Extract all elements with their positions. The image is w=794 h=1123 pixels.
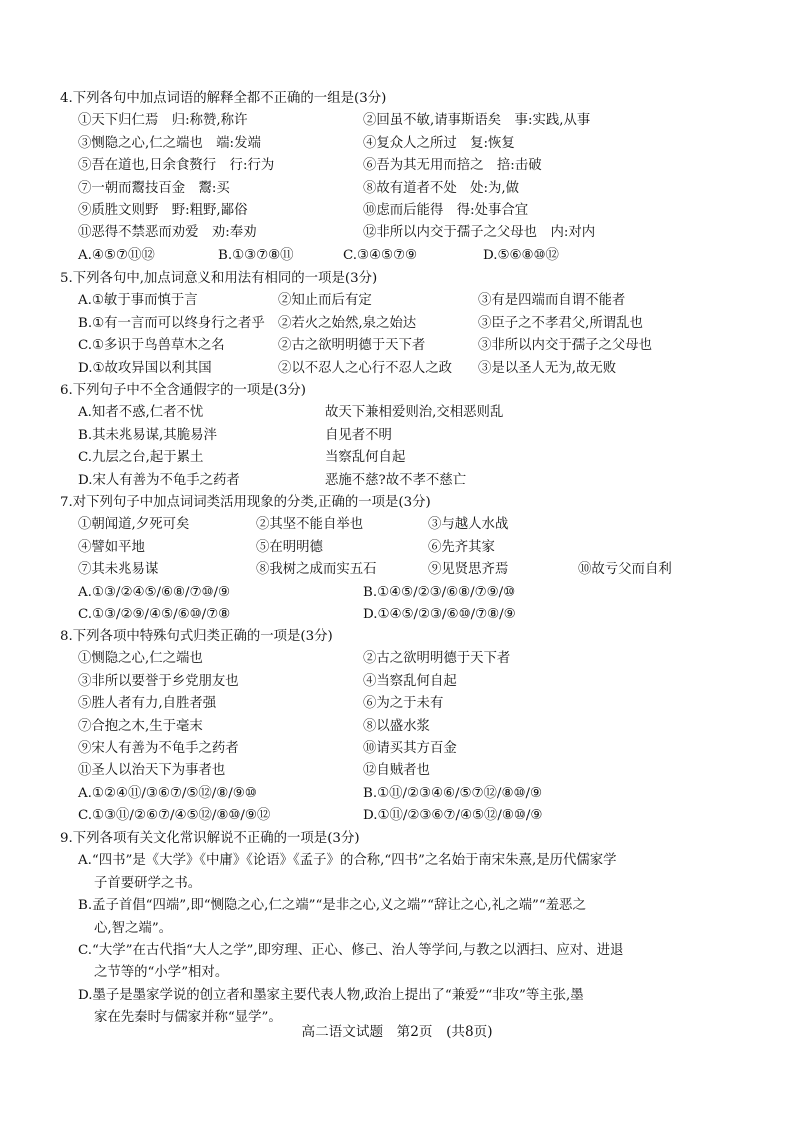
item: ⑥先齐其家 (428, 539, 495, 555)
question-stem: 4.下列各句中加点词语的解释全都不正确的一组是(3分) (60, 91, 387, 106)
question-stem: 9.下列各项有关文化常识解说不正确的一项是(3分) (60, 831, 360, 846)
option-line: 之节等的“小学”相对。 (94, 965, 229, 981)
option-line: B.孟子首倡“四端”,即“恻隐之心,仁之端”“是非之心,义之端”“辞让之心,礼之端”“羞恶之 (78, 898, 586, 914)
item: 当察乱何自起 (325, 450, 406, 466)
option-line: D.墨子是墨家学说的创立者和墨家主要代表人物,政治上提出了“兼爱”“非攻”等主张,墨 (78, 987, 584, 1003)
item: ②其坚不能自举也 (256, 517, 364, 533)
item: ⑫自贼者也 (363, 763, 430, 779)
option-d: D.①④⑤/②③/⑥⑩/⑦⑧/⑨ (363, 607, 516, 623)
item: ②古之欲明明德于天下者 (278, 338, 426, 354)
option-b: B.①③⑦⑧⑪ (218, 247, 294, 263)
item: ⑧以盛水浆 (363, 718, 430, 734)
option-d: D.⑤⑥⑧⑩⑫ (483, 247, 559, 263)
question-stem: 7.对下列句子中加点词词类活用现象的分类,正确的一项是(3分) (60, 495, 431, 510)
question-stem: 8.下列各项中特殊句式归类正确的一项是(3分) (60, 629, 333, 644)
item: B.①有一言而可以终身行之者乎 (78, 315, 265, 331)
item: ③有是四端而自谓不能者 (478, 293, 626, 309)
item: ⑩虑而后能得 得:处事合宜 (363, 203, 529, 219)
item: B.其未兆易谋,其脆易泮 (78, 427, 217, 443)
item: ⑧我树之成而实五石 (256, 562, 377, 578)
option-line: A.“四书”是《大学》《中庸》《论语》《孟子》的合称,“四书”之名始于南宋朱熹,是历代儒家学 (78, 853, 617, 869)
option-line: 心,智之端”。 (94, 920, 173, 936)
item: ③非所以内交于孺子之父母也 (478, 338, 653, 354)
item: ⑨宋人有善为不龟手之药者 (78, 741, 239, 757)
item: ⑤吾在道也,日余食赘行 行:行为 (78, 158, 275, 174)
option-a: A.④⑤⑦⑪⑫ (78, 247, 155, 263)
item: 恶施不慈?故不孝不慈亡 (325, 472, 467, 488)
item: ③非所以要誉于乡党朋友也 (78, 673, 239, 689)
item: ③与越人水战 (428, 517, 509, 533)
question-stem: 6.下列句子中不全含通假字的一项是(3分) (60, 383, 306, 398)
option-d: D.①⑪/②③⑥⑦/④⑤⑫/⑧⑩/⑨ (363, 808, 543, 824)
item: ⑨见贤思齐焉 (428, 562, 509, 578)
option-line: 家在先秦时与儒家并称“显学”。 (94, 1010, 282, 1026)
item: ⑧故有道者不处 处:为,做 (363, 180, 520, 196)
item: ②知止而后有定 (278, 293, 372, 309)
page-footer: 高二语文试题 第2页 (共8页) (301, 1024, 493, 1040)
question-6 (60, 380, 750, 492)
item: ⑤胜人者有力,自胜者强 (78, 696, 217, 712)
answer-options (60, 245, 750, 267)
item: ①天下归仁焉 归:称赞,称许 (78, 113, 248, 129)
question-5 (60, 268, 750, 380)
question-4 (60, 88, 750, 267)
item: ⑥吾为其无用而掊之 掊:击破 (363, 158, 542, 174)
item: ②回虽不敏,请事斯语矣 事:实践,从事 (363, 113, 591, 129)
option-a (60, 850, 750, 895)
item: ⑪恶得不禁恶而劝爱 劝:奉劝 (78, 225, 257, 241)
answer-options (60, 783, 750, 828)
item: ⑪圣人以治天下为事者也 (78, 763, 226, 779)
item-grid (60, 110, 750, 244)
item: ④譬如平地 (78, 539, 145, 555)
item: ⑨质胜文则野 野:粗野,鄙俗 (78, 203, 248, 219)
question-7 (60, 492, 750, 626)
question-8 (60, 626, 750, 828)
item: ⑦合抱之木,生于毫末 (78, 718, 203, 734)
item: ⑩请买其方百金 (363, 741, 457, 757)
item: D.①故攻异国以利其国 (78, 360, 212, 376)
item: C.九层之台,起于累土 (78, 450, 204, 466)
option-b: B.①④⑤/②③/⑥⑧/⑦⑨/⑩ (363, 584, 516, 600)
item: ⑦一朝而鬻技百金 鬻:买 (78, 180, 230, 196)
question-9 (60, 828, 750, 1030)
option-line: C.“大学”在古代指“大人之学”,即穷理、正心、修己、治人等学问,与教之以洒扫、应对、进退 (78, 943, 624, 959)
item: ②古之欲明明德于天下者 (363, 651, 511, 667)
question-stem: 5.下列各句中,加点词意义和用法有相同的一项是(3分) (60, 271, 378, 286)
item: A.①敏于事而慎于言 (78, 293, 198, 309)
item: 故天下兼相爱则治,交相恶则乱 (325, 405, 504, 421)
option-grid (60, 402, 750, 492)
option-grid (60, 290, 750, 380)
item: ③臣子之不孝君父,所谓乱也 (478, 315, 643, 331)
item: C.①多识于鸟兽草木之名 (78, 338, 225, 354)
option-c (60, 940, 750, 985)
item: ①朝闻道,夕死可矣 (78, 517, 190, 533)
item: ⑩故亏父而自利 (578, 562, 672, 578)
item-grid (60, 648, 750, 782)
item: ④当察乱何自起 (363, 673, 457, 689)
item: D.宋人有善为不龟手之药者 (78, 472, 240, 488)
item: ⑤在明明德 (256, 539, 323, 555)
item: ④复众人之所过 复:恢复 (363, 135, 515, 151)
option-b (60, 895, 750, 940)
item: ①恻隐之心,仁之端也 (78, 651, 203, 667)
option-c: C.①③⑪/②⑥⑦/④⑤⑫/⑧⑩/⑨⑫ (78, 808, 271, 824)
item-grid (60, 514, 750, 581)
option-c: C.③④⑤⑦⑨ (343, 247, 418, 263)
item: ②以不忍人之心行不忍人之政 (278, 360, 453, 376)
item: ③是以圣人无为,故无败 (478, 360, 617, 376)
item: ⑥为之于未有 (363, 696, 444, 712)
option-c: C.①③/②⑨/④⑤/⑥⑩/⑦⑧ (78, 607, 231, 623)
item: ⑫非所以内交于孺子之父母也 内:对内 (363, 225, 596, 241)
item: A.知者不惑,仁者不忧 (78, 405, 204, 421)
option-line: 子首要研学之书。 (94, 875, 202, 891)
option-b: B.①⑪/②③④⑥/⑤⑦⑫/⑧⑩/⑨ (363, 785, 542, 801)
item: ②若火之始然,泉之始达 (278, 315, 417, 331)
option-a: A.①③/②④⑤/⑥⑧/⑦⑩/⑨ (78, 584, 231, 600)
item: 自见者不明 (325, 427, 392, 443)
option-a: A.①②④⑪/③⑥⑦/⑤⑫/⑧/⑨⑩ (78, 785, 257, 801)
item: ⑦其未兆易谋 (78, 562, 159, 578)
answer-options (60, 582, 750, 627)
item: ③恻隐之心,仁之端也 端:发端 (78, 135, 261, 151)
